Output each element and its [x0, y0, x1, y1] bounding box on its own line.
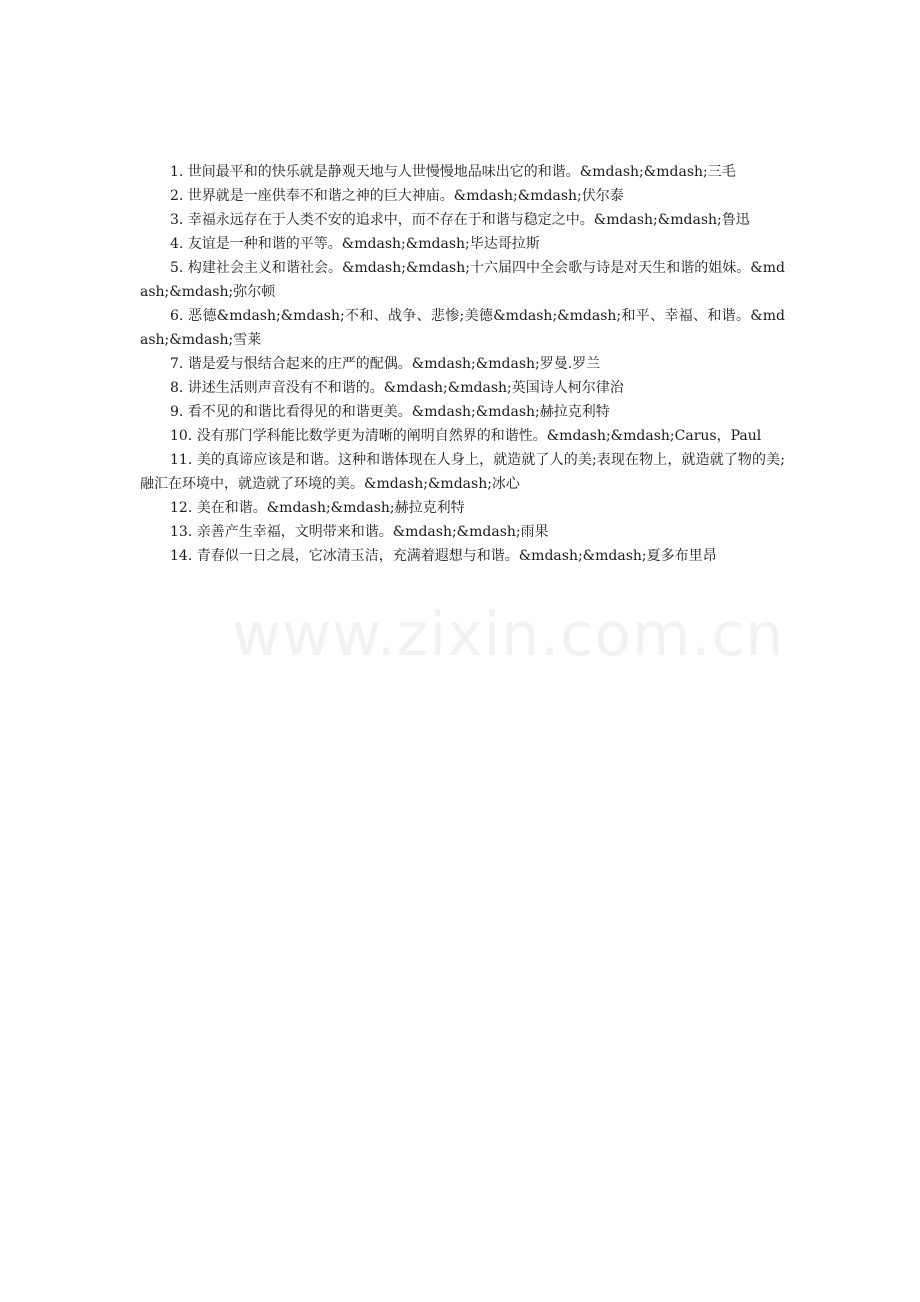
- quote-8: 8. 讲述生活则声音没有不和谐的。&mdash;&mdash;英国诗人柯尔律治: [170, 380, 624, 396]
- quote-4: 4. 友谊是一种和谐的平等。&mdash;&mdash;毕达哥拉斯: [170, 236, 540, 252]
- quote-5: 5. 构建社会主义和谐社会。&mdash;&mdash;十六届四中全会歌与诗是对天生和谐的姐妹。&mdash;&mdash;弥尔顿: [140, 260, 785, 300]
- watermark: www.zixin.com.cn: [232, 600, 785, 670]
- quote-11: 11. 美的真谛应该是和谐。这种和谐体现在人身上，就造就了人的美;表现在物上，就造就了物的美;融汇在环境中，就造就了环境的美。&mdash;&mdash;冰心: [140, 452, 785, 492]
- document-body: [140, 160, 785, 568]
- quote-1: 1. 世间最平和的快乐就是静观天地与人世慢慢地品味出它的和谐。&mdash;&mdash;三毛: [170, 164, 736, 180]
- quote-7: 7. 谐是爱与恨结合起来的庄严的配偶。&mdash;&mdash;罗曼.罗兰: [170, 356, 601, 372]
- quote-3: 3. 幸福永远存在于人类不安的追求中，而不存在于和谐与稳定之中。&mdash;&mdash;鲁迅: [170, 212, 750, 228]
- quote-14: 14. 青春似一日之晨，它冰清玉洁，充满着遐想与和谐。&mdash;&mdash;夏多布里昂: [170, 548, 717, 564]
- quote-12: 12. 美在和谐。&mdash;&mdash;赫拉克利特: [170, 500, 465, 516]
- quote-6: 6. 恶德&mdash;&mdash;不和、战争、悲惨;美德&mdash;&mdash;和平、幸福、和谐。&mdash;&mdash;雪莱: [140, 308, 785, 348]
- quote-9: 9. 看不见的和谐比看得见的和谐更美。&mdash;&mdash;赫拉克利特: [170, 404, 610, 420]
- quote-2: 2. 世界就是一座供奉不和谐之神的巨大神庙。&mdash;&mdash;伏尔泰: [170, 188, 624, 204]
- quote-13: 13. 亲善产生幸福，文明带来和谐。&mdash;&mdash;雨果: [170, 524, 549, 540]
- quote-10: 10. 没有那门学科能比数学更为清晰的阐明自然界的和谐性。&mdash;&mdash;Carus，Paul: [170, 428, 762, 444]
